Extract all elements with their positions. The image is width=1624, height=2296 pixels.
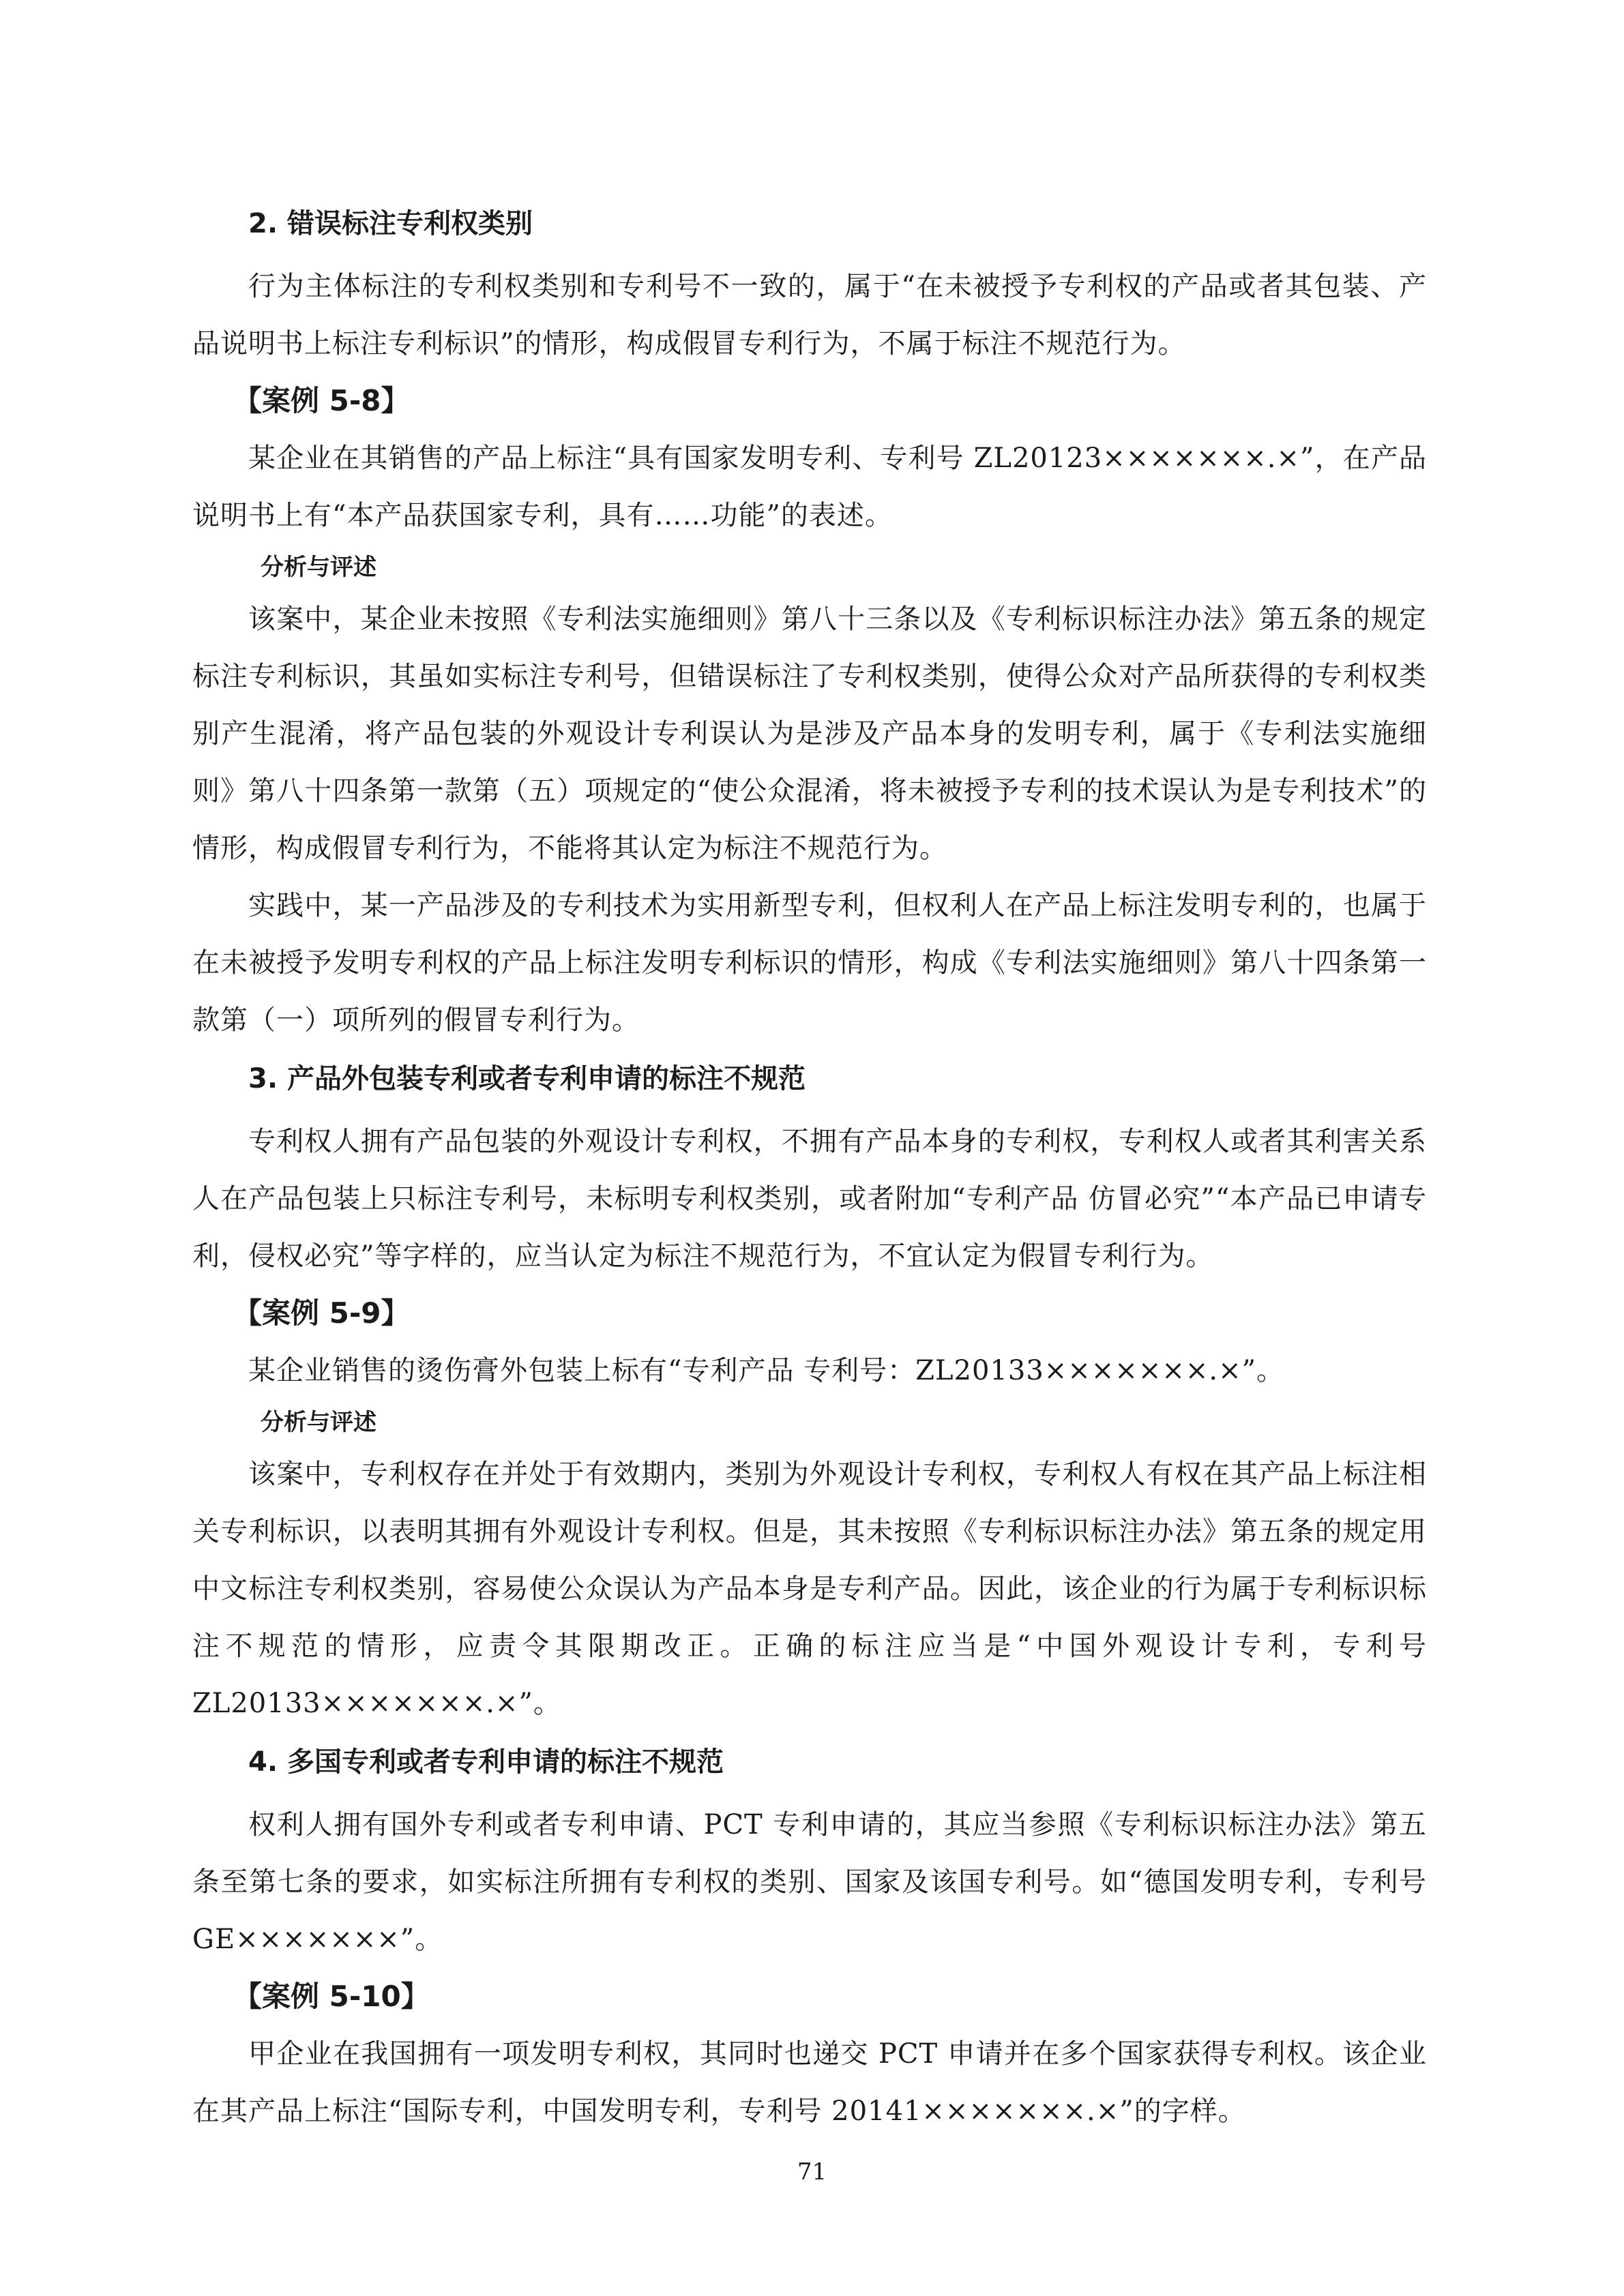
paragraph: 专利权人拥有产品包装的外观设计专利权，不拥有产品本身的专利权，专利权人或者其利害关系人在产品包装上只标注专利号，未标明专利权类别，或者附加“专利产品 仿冒必究”“本产品已申请专利，侵权必究”等字样的，应当认定为标注不规范行为，不宜认定为假冒专利行为。 [192, 1126, 1427, 1272]
paragraph: 甲企业在我国拥有一项发明专利权，其同时也递交 PCT 申请并在多个国家获得专利权。该企业在其产品上标注“国际专利，中国发明专利，专利号 20141×××××××.×”的字样。 [192, 2038, 1427, 2127]
page-content [192, 205, 1427, 2140]
paragraph: 权利人拥有国外专利或者专利申请、PCT 专利申请的，其应当参照《专利标识标注办法》第五条至第七条的要求，如实标注所拥有专利权的类别、国家及该国专利号。如“德国发明专利，专利号 GE×××××××”。 [192, 1809, 1427, 1955]
paragraph: 实践中，某一产品涉及的专利技术为实用新型专利，但权利人在产品上标注发明专利的，也属于在未被授予发明专利权的产品上标注发明专利标识的情形，构成《专利法实施细则》第八十四条第一款第（一）项所列的假冒专利行为。 [192, 890, 1427, 1036]
section-heading: 3. 产品外包装专利或者专利申请的标注不规范 [248, 1063, 806, 1094]
paragraph: 该案中，某企业未按照《专利法实施细则》第八十三条以及《专利标识标注办法》第五条的规定标注专利标识，其虽如实标注专利号，但错误标注了专利权类别，使得公众对产品所获得的专利权类别产生混淆，将产品包装的外观设计专利误认为是涉及产品本身的发明专利，属于《专利法实施细则》第八十四条第一款第（五）项规定的“使公众混淆，将未被授予专利的技术误认为是专利技术”的情形，构成假冒专利行为，不能将其认定为标注不规范行为。 [192, 603, 1427, 864]
paragraph: 某企业销售的烫伤膏外包装上标有“专利产品 专利号：ZL20133×××××××.×”。 [248, 1355, 1285, 1386]
analysis-subheading: 分析与评述 [261, 554, 377, 581]
analysis-subheading: 分析与评述 [261, 1409, 377, 1436]
paragraph: 该案中，专利权存在并处于有效期内，类别为外观设计专利权，专利权人有权在其产品上标注相关专利标识，以表明其拥有外观设计专利权。但是，其未按照《专利标识标注办法》第五条的规定用中文标注专利权类别，容易使公众误认为产品本身是专利产品。因此，该企业的行为属于专利标识标注不规范的情形，应责令其限期改正。正确的标注应当是“中国外观设计专利，专利号ZL20133×××××××.×”。 [192, 1459, 1427, 1719]
case-title: 【案例 5-8】 [233, 384, 410, 417]
paragraph: 行为主体标注的专利权类别和专利号不一致的，属于“在未被授予专利权的产品或者其包装、产品说明书上标注专利标识”的情形，构成假冒专利行为，不属于标注不规范行为。 [192, 271, 1427, 359]
section-heading: 4. 多国专利或者专利申请的标注不规范 [248, 1746, 724, 1778]
case-title: 【案例 5-10】 [233, 1980, 430, 2013]
paragraph: 某企业在其销售的产品上标注“具有国家发明专利、专利号 ZL20123×××××××.×”，在产品说明书上有“本产品获国家专利，具有……功能”的表述。 [192, 443, 1427, 531]
case-title: 【案例 5-9】 [233, 1296, 410, 1330]
section-heading: 2. 错误标注专利权类别 [248, 208, 533, 239]
page-number: 71 [797, 2158, 827, 2186]
